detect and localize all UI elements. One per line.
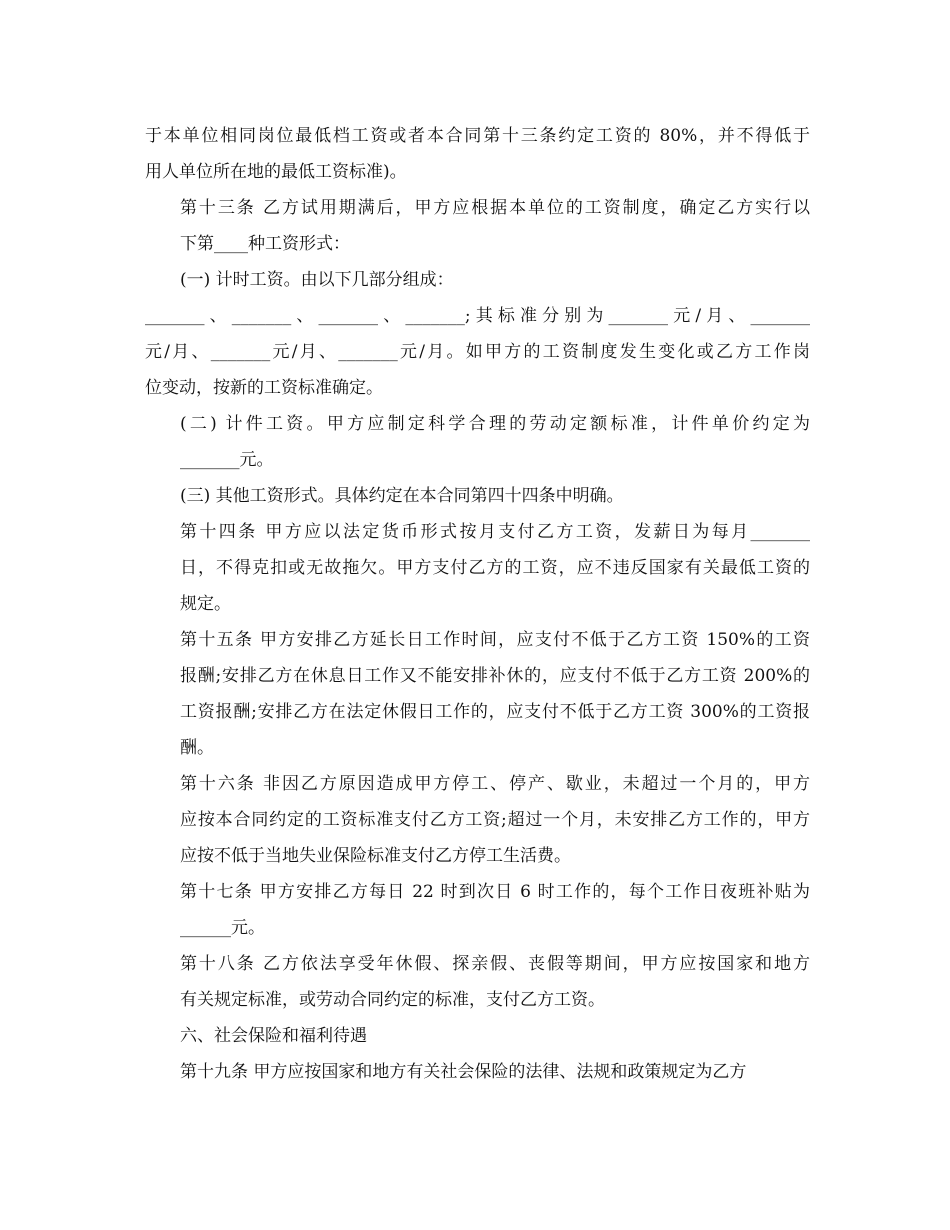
paragraph xyxy=(145,514,810,622)
text-line: 六、社会保险和福利待遇 xyxy=(180,1026,367,1046)
text-line: 位变动，按新的工资标准确定。 xyxy=(145,378,383,398)
paragraph xyxy=(145,118,810,190)
text-line: 元/月、_______元/月、_______元/月。如甲方的工资制度发生变化或乙方工作岗 xyxy=(145,342,810,362)
text-line: (一) 计时工资。由以下几部分组成： xyxy=(180,270,454,290)
text-line: 报酬;安排乙方在休息日工作又不能安排补休的，应支付不低于乙方工资 200%的 xyxy=(180,666,810,686)
text-line: 日，不得克扣或无故拖欠。甲方支付乙方的工资，应不违反国家有关最低工资的 xyxy=(180,558,810,578)
text-line: 酬。 xyxy=(180,738,214,758)
text-line: 第十四条 甲方应以法定货币形式按月支付乙方工资，发薪日为每月_______ xyxy=(180,522,810,542)
text-line: 工资报酬;安排乙方在法定休假日工作的，应支付不低于乙方工资 300%的工资报 xyxy=(180,702,810,722)
paragraph xyxy=(145,190,810,262)
text-line: ______元。 xyxy=(180,918,265,938)
paragraph xyxy=(145,298,810,406)
text-line: 下第____种工资形式： xyxy=(180,234,350,254)
text-line: _______元。 xyxy=(180,450,274,470)
text-line: 规定。 xyxy=(180,594,231,614)
document-body xyxy=(145,118,810,1090)
text-line: 用人单位所在地的最低工资标准)。 xyxy=(145,162,407,182)
text-line: 有关规定标准，或劳动合同约定的标准，支付乙方工资。 xyxy=(180,990,605,1010)
text-line: 应按不低于当地失业保险标准支付乙方停工生活费。 xyxy=(180,846,571,866)
text-line: 第十八条 乙方依法享受年休假、探亲假、丧假等期间，甲方应按国家和地方 xyxy=(180,954,810,974)
paragraph xyxy=(145,1018,810,1054)
paragraph xyxy=(145,406,810,478)
text-line: 于本单位相同岗位最低档工资或者本合同第十三条约定工资的 80%，并不得低于 xyxy=(145,126,810,146)
paragraph xyxy=(145,478,810,514)
paragraph xyxy=(145,262,810,298)
text-line: 第十五条 甲方安排乙方延长日工作时间，应支付不低于乙方工资 150%的工资 xyxy=(180,630,810,650)
paragraph xyxy=(145,766,810,874)
text-line: 第十九条 甲方应按国家和地方有关社会保险的法律、法规和政策规定为乙方 xyxy=(180,1062,747,1082)
text-line: (三) 其他工资形式。具体约定在本合同第四十四条中明确。 xyxy=(180,486,624,506)
paragraph xyxy=(145,946,810,1018)
text-line: (二) 计件工资。甲方应制定科学合理的劳动定额标准，计件单价约定为 xyxy=(180,414,810,434)
text-line: 第十七条 甲方安排乙方每日 22 时到次日 6 时工作的，每个工作日夜班补贴为 xyxy=(180,882,810,902)
text-line: 应按本合同约定的工资标准支付乙方工资;超过一个月，未安排乙方工作的，甲方 xyxy=(180,810,810,830)
text-line: 第十六条 非因乙方原因造成甲方停工、停产、歇业，未超过一个月的，甲方 xyxy=(180,774,810,794)
text-line: _______、_______、_______、_______;其标准分别为_______元/月、_______ xyxy=(145,306,810,326)
paragraph xyxy=(145,874,810,946)
paragraph xyxy=(145,1054,810,1090)
paragraph xyxy=(145,622,810,766)
text-line: 第十三条 乙方试用期满后，甲方应根据本单位的工资制度，确定乙方实行以 xyxy=(180,198,810,218)
